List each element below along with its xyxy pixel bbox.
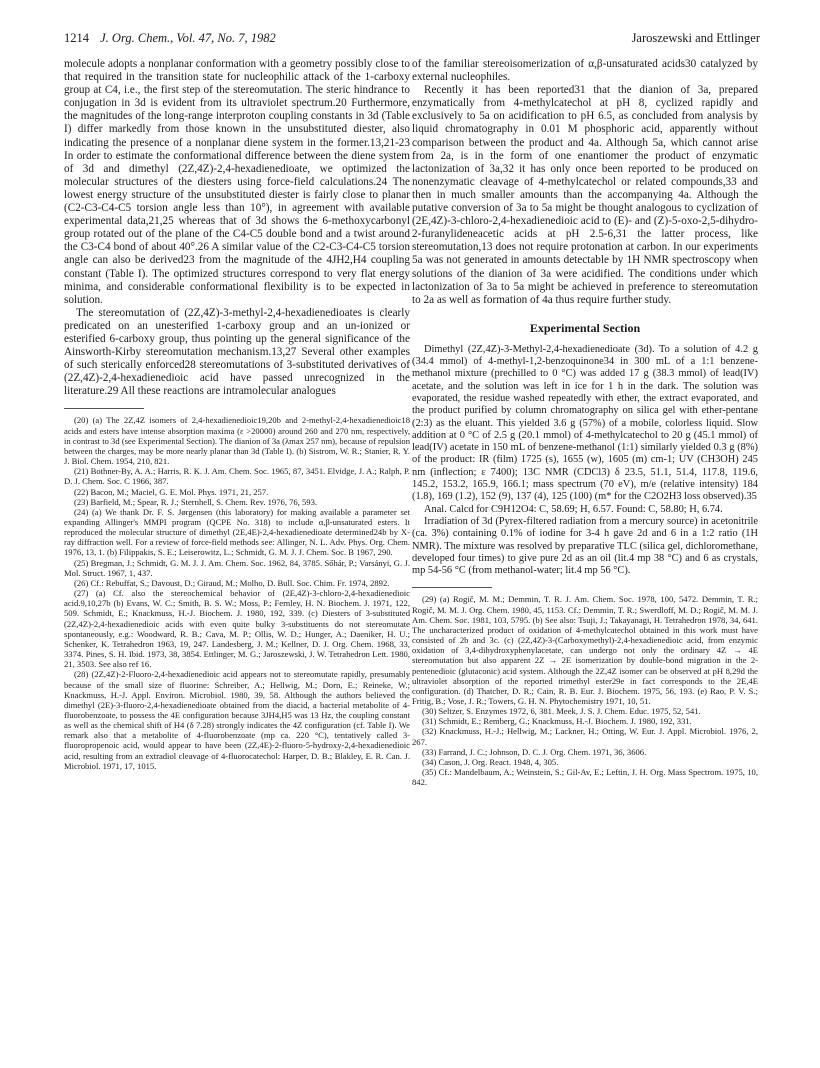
right-paragraph-1: of the familiar stereoisomerization of α,β-unsaturated acids30 catalyzed by external nucleophiles. <box>412 58 758 84</box>
right-footnotes <box>412 594 758 787</box>
footnote-21: (21) Bothner-By, A. A.; Harris, R. K. J. Am. Chem. Soc. 1965, 87, 3451. Elvidge, J. A.; Ralph, P. D. J. Chem. Soc. C 1966, 387. <box>64 466 410 487</box>
left-paragraph-2: The stereomutation of (2Z,4Z)-3-methyl-2,4-hexadienedioates is clearly predicated on an unesterified 1-carboxy group and an un-ionized or esterified 6-carboxy group, thus pointing up the general significance of the Ainsworth-Kirby stereomutation mechanism.13,27 Several other examples of such sterically enforced28 stereomutations of 3-substituted derivatives of (2Z,4Z)-2,4-hexadienedioic acid have passed unrecognized in the literature.29 All these reactions are intramolecular analogues <box>64 306 410 398</box>
footnote-33: (33) Farrand, J. C.; Johnson, D. C. J. Org. Chem. 1971, 36, 3606. <box>422 746 647 757</box>
footnote-29: (29) (a) Rogič, M. M.; Demmin, T. R. J. Am. Chem. Soc. 1978, 100, 5472. Demmin, T. R.; Rogič, M. M. J. Org. Chem. 1980, 45, 1153. Cf.: Demmin, T. R.; Swerdloff, M. D.; Rogič, M. M. J. Am. Chem. Soc. 1981, 103, 5795. (b) See also: Tsuji, J.; Takayanagi, H. Tetrahedron 1978, 34, 641. The uncharacterized product of oxidation of 4-methylcatechol obtained in this work must have consisted of 2b and 3c. (c) (2Z,4Z)-3-(Carboxymethyl)-2,4-hexadienedioic acid, from enzymic oxidation of 3,4-dihydroxyphenylacetate, can undergo not only the ordinary 4Z → 4E stereomutation but also apparent 2Z → 2E isomerization by double-bond migration in the 2-pentenedioic (glutaconic) acid system. Although the 2Z,4Z isomer can be observed at pH 8,29d the ultraviolet absorption of the reported trimethyl ester29e in fact corresponds to the 2E,4E configuration. (d) Thatcher, D. R.; Cain, R. B. Eur. J. Biochem. 1975, 56, 193. (e) Rao, P. V. S.; Fritig, B.; Vose, J. R.; Towers, G. H. N. Phytochemistry 1971, 10, 51. <box>412 594 758 706</box>
experimental-paragraph-1: Dimethyl (2Z,4Z)-3-Methyl-2,4-hexadienedioate (3d). To a solution of 4.2 g (34.4 mmol) of 4-methyl-1,2-benzoquinone34 in 300 mL of a 1:1 benzene-methanol mixture (prechilled to 0 °C) was added 17 g (38.3 mmol) of lead(IV) acetate, and the solution was left in ice for 1 h in the dark. The solution was evaporated, the residue washed repeatedly with ether, the extract evaporated, and the product purified by column chromatography on silica gel with ether-pentane (2:3) as the eluant. This yielded 3.6 g (57%) of a mobile, colorless liquid. Slow addition at 0 °C of 2.5 g (20.1 mmol) of 4-methylcatechol to 20 g (45.1 mmol) of lead(IV) acetate in 150 mL of benzene-methanol (1:1) similarly yielded 0.3 g (8%) of the product: IR (film) 1725 (s), 1655 (w), 1605 (m) cm-1; UV (CH3OH) 245 nm (inflection; ε 7400); 13C NMR (CDCl3) δ 23.5, 51.1, 51.4, 117.8, 119.6, 145.2, 153.2, 165.9, 166.1; mass spectrum (70 eV), m/e (relative intensity) 184 (1.8), 169 (1.2), 152 (9), 137 (4), 125 (100) (m* for the C2O2H3 loss observed).35 <box>412 343 758 503</box>
header-authors: Jaroszewski and Ettlinger <box>631 31 760 45</box>
section-title: Experimental Section <box>529 320 641 335</box>
footnote-27: (27) (a) Cf. also the stereochemical behavior of (2E,4Z)-3-chloro-2,4-hexadienedioic acid.9,10,27b (b) Evans, W. C.; Smith, B. S. W.; Moss, P.; Fernley, H. N. Biochem. J. 1971, 122, 509. Schmidt, E.; Knackmuss, H.-J. Biochem. J. 1980, 192, 339. (c) Diesters of 3-substituted (2Z,4Z)-2,4-hexadienedioic acids with even quite bulky 3-substituents do not stereomutate spontaneously, e.g.: Woodward, R. B.; Cava, M. P.; Ollis, W. D.; Hunger, A.; Daeniker, H. U.; Schenker, K. Tetrahedron 1963, 19, 247. Landesberg, J. M.; Kellner, D. J. Org. Chem. 1968, 33, 3374. Pines, S. H. Ibid. 1973, 38, 3854. Ettlinger, M. G.; Jaroszewski, J. W. Tetrahedron Lett. 1980, 21, 3503. See also ref 16. <box>64 588 410 670</box>
footnote-20: (20) (a) The 2Z,4Z isomers of 2,4-hexadienedioic19,20b and 2-methyl-2,4-hexadienedioic18 acids and esters have intense absorption maxima (ε >20000) around 260 and 270 nm, respectively, in contrast to 3d (see Experimental Section). The dianion of 3a (λmax 257 nm), because of repulsion between the charges, may be more nearly planar than 3d (Table I). (b) Sistrom, W. R.; Stanier, R. Y. J. Biol. Chem. 1954, 210, 821. <box>64 415 410 467</box>
footnote-23: (23) Barfield, M.; Spear, R. J.; Sternhell, S. Chem. Rev. 1976, 76, 593. <box>74 496 318 507</box>
footnote-34: (34) Cason, J. Org. React. 1948, 4, 305. <box>422 756 559 767</box>
journal-citation: J. Org. Chem., Vol. 47, No. 7, 1982 <box>100 31 276 45</box>
left-column <box>64 58 410 771</box>
footnote-24: (24) (a) We thank Dr. F. S. Jørgensen (this laboratory) for making available a parameter set expanding Allinger's MMPI program (QCPE No. 318) to include α,β-unsaturated esters. It reproduced the molecular structure of dimethyl (2E,4E)-2,4-hexadienedioate determined24b by X-ray diffraction well. For a review of force-field methods see: Allinger, N. L. Adv. Phys. Org. Chem. 1976, 13, 1. (b) Filippakis, S. E.; Leiserowitz, L.; Schmidt, G. M. J. J. Chem. Soc. B 1967, 290. <box>64 506 410 558</box>
right-body <box>412 58 758 307</box>
footnote-22: (22) Bacon, M.; Maciel, G. E. Mol. Phys. 1971, 21, 257. <box>74 486 269 497</box>
footnote-35: (35) Cf.: Mandelbaum, A.; Weinstein, S.; Gil-Av, E.; Leftin, J. H. Org. Mass Spectrom. 1975, 10, 842. <box>412 767 758 788</box>
footnote-31: (31) Schmidt, E.; Remberg, G.; Knackmuss, H.-J. Biochem. J. 1980, 192, 331. <box>422 716 692 727</box>
experimental-paragraph-2: Anal. Calcd for C9H12O4: C, 58.69; H, 6.57. Found: C, 58.80; H, 6.74. <box>424 503 723 515</box>
left-footnotes <box>64 415 410 770</box>
left-paragraph-1: molecule adopts a nonplanar conformation with a geometry possibly close to that required in the transition state for nucleophilic attack of the 1-carboxy group at C4, i.e., the first step of the stereomutation. The steric hindrance to conjugation in 3d is evident from its ultraviolet spectrum.20 Furthermore, the magnitudes of the long-range interproton coupling constants in 3d (Table I) differ markedly from those known in the unsubstituted diester, also indicating the presence of a nonplanar diene system in the former.13,21-23 In order to estimate the conformational difference between the diene system of 3d and dimethyl (2Z,4Z)-2,4-hexadienedioate, we optimized the molecular structures of the diesters using force-field calculations.24 The lowest energy structure of the unsubstituted diester is fairly close to planar (C2-C3-C4-C5 torsion angle less than 10°), in agreement with available experimental data,21,25 whereas that of 3d shows the 6-methoxycarbonyl group rotated out of the plane of the C4-C5 double bond and a twist around the C3-C4 bond of about 40°.26 A similar value of the C2-C3-C4-C5 torsion angle can also be derived23 from the magnitude of the 4JH2,H4 coupling constant (Table I). The optimized structures correspond to very flat energy minima, and considerable conformational flexibility is to be expected in solution. <box>64 58 410 306</box>
header-left <box>64 28 276 48</box>
experimental-body <box>412 344 758 578</box>
footnote-separator-right <box>412 587 492 588</box>
footnote-30: (30) Seltzer, S. Enzymes 1972, 6, 381. Meek, J. S. J. Chem. Educ. 1975, 52, 541. <box>422 706 701 717</box>
running-header <box>64 28 760 48</box>
footnote-32: (32) Knackmuss, H.-J.; Hellwig, M.; Lackner, H.; Otting, W. Eur. J. Appl. Microbiol. 1976, 2, 267. <box>412 726 758 747</box>
right-column <box>412 58 758 787</box>
left-body <box>64 58 410 398</box>
footnote-26: (26) Cf.: Rebuffat, S.; Davoust, D.; Giraud, M.; Molho, D. Bull. Soc. Chim. Fr. 1974, 2892. <box>74 577 390 588</box>
footnote-25: (25) Bregman, J.; Schmidt, G. M. J. J. Am. Chem. Soc. 1962, 84, 3785. Sőhár, P.; Varsányi, G. J. Mol. Struct. 1967, 1, 437. <box>64 557 410 578</box>
page-number: 1214 <box>64 31 89 45</box>
right-paragraph-2: Recently it has been reported31 that the dianion of 3a, prepared enzymatically from 4-methylcatechol at pH 8, cyclized rapidly and exclusively to 5a on acidification to pH 6.5, as concluded from analysis by liquid chromatography in 0.01 M phosphoric acid, apparently without comparison between the product and 4a. Although 5a, which cannot arise from 2a, is in the form of one enantiomer the product of enzymatic lactonization of 3a,32 it has only once been reported to be produced on nonenzymatic cleavage of 4-methylcatechol or related compounds,33 and then in much smaller amounts than the accompanying 4a. Although the putative conversion of 3a to 5a might be thought analogous to cyclization of (2E,4Z)-3-chloro-2,4-hexadienedioic acid to (E)- and (Z)-5-oxo-2,5-dihydro-2-furanylideneacetic acids at pH 2.5-6,31 the latter process, like stereomutation,13 does not require protonation at carbon. In our experiments 5a was not generated in amounts detectable by 1H NMR spectroscopy when solutions of the dianion of 3a were acidified. The conditions under which lactonization of 3a to 5a might be achieved in preference to stereomutation to 2a as well as formation of 4a thus require further study. <box>412 84 758 306</box>
footnote-separator-left <box>64 408 144 409</box>
experimental-paragraph-3: Irradiation of 3d (Pyrex-filtered radiation from a mercury source) in acetonitrile (ca. 3%) containing 0.1% of iodine for 3-4 h gave 2d and 6 in a 1:2 ratio (1H NMR). The mixture was resolved by preparative TLC (silica gel, dichloromethane, developed four times) to give pure 2d as an oil (lit.4 mp 38 °C) and 6 as crystals, mp 54-56 °C (from methanol-water; lit.4 mp 56 °C). <box>412 515 758 577</box>
footnote-28: (28) (2Z,4Z)-2-Fluoro-2,4-hexadienedioic acid appears not to stereomutate rapidly, presumably because of the small size of fluorine: Schreiber, A.; Hellwig, M.; Dorn, E.; Reineke, W.; Knackmuss, H.-J. Appl. Environ. Microbiol. 1980, 39, 58. Although the authors believed the dimethyl (2E)-3-fluoro-2,4-hexadienedioate obtained from the diacid, a bacterial metabolite of 4-fluorobenzoate, to possess the 4E configuration because 3JH4,H5 was 13 Hz, the coupling constant as well as the chemical shift of H4 (δ 7.28) strongly indicates the 4Z configuration (cf. Table I). We remark also that a metabolite of 4-fluorobenzoate (mp ca. 220 °C), tentatively called 3-fluoropropenoic acid, would appear to have been (2Z,4E)-2-fluoro-5-hydroxy-2,4-hexadienedioic acid, resulting from an extradiol cleavage of 4-fluorocatechol: Harper, D. B.; Blakley, E. R. Can. J. Microbiol. 1971, 17, 1015. <box>64 669 410 771</box>
